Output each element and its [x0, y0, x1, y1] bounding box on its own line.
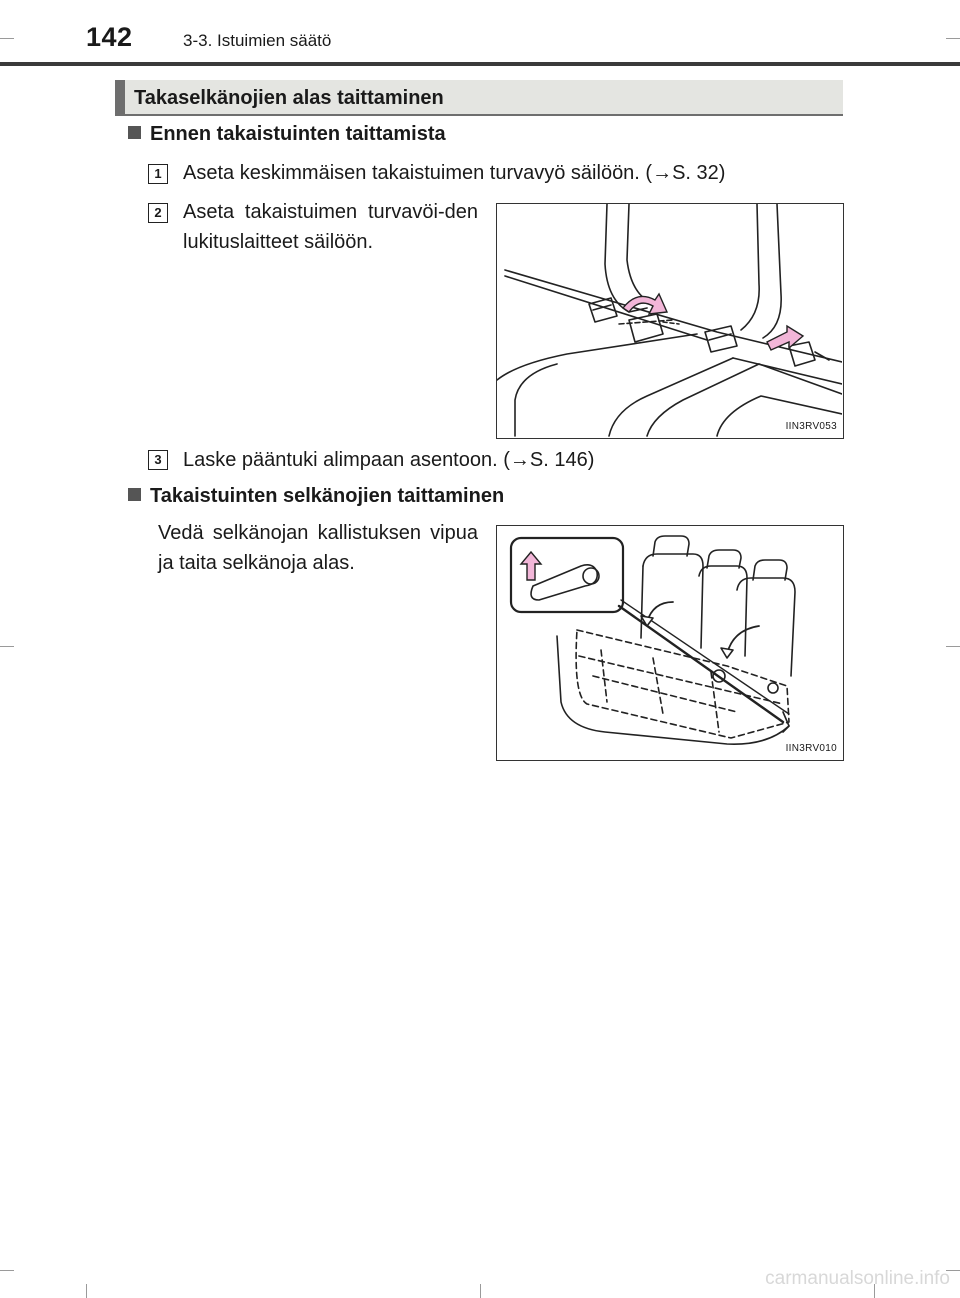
crop-mark	[480, 1284, 481, 1298]
crop-mark	[0, 1270, 14, 1271]
block1-heading	[128, 123, 446, 146]
crop-mark	[946, 38, 960, 39]
seatback-fold-illustration	[497, 526, 842, 759]
bullet-square-icon	[128, 488, 141, 501]
step-3-text: Laske pääntuki alimpaan asentoon. (→S. 146)	[183, 449, 595, 471]
block2-heading	[128, 485, 504, 508]
crop-mark	[0, 646, 14, 647]
step-number-1: 1	[148, 164, 168, 184]
block1-heading-text: Ennen takaistuinten taittamista	[150, 123, 446, 145]
section-title-bar	[115, 80, 843, 116]
page-number: 142	[86, 22, 133, 52]
footer-watermark: carmanualsonline.info	[765, 1268, 950, 1289]
step-number-2: 2	[148, 203, 168, 223]
bullet-square-icon	[128, 126, 141, 139]
step-1-text: Aseta keskimmäisen takaistuimen turvavyö säilöön. (→S. 32)	[183, 162, 726, 184]
block2-heading-text: Takaistuinten selkänojien taittaminen	[150, 485, 505, 507]
seatback-fold-figure	[496, 525, 844, 761]
block2-text: Vedä selkänojan kallistuksen vipua ja taita selkänoja alas.	[158, 522, 478, 574]
section-title: Takaselkänojien alas taittaminen	[134, 87, 444, 109]
step-number-3: 3	[148, 450, 168, 470]
section-label: 3-3. Istuimien säätö	[183, 31, 332, 50]
figure-code: IIN3RV053	[785, 421, 837, 432]
step-2-text: Aseta takaistuimen turvavöi-den lukituslaitteet säilöön.	[183, 201, 478, 253]
header-rule	[0, 62, 960, 66]
crop-mark	[946, 646, 960, 647]
crop-mark	[86, 1284, 87, 1298]
title-accent	[115, 80, 125, 114]
seatbelt-buckle-figure	[496, 203, 844, 439]
figure-code: IIN3RV010	[785, 743, 837, 754]
crop-mark	[0, 38, 14, 39]
seatbelt-buckle-illustration	[497, 204, 842, 437]
